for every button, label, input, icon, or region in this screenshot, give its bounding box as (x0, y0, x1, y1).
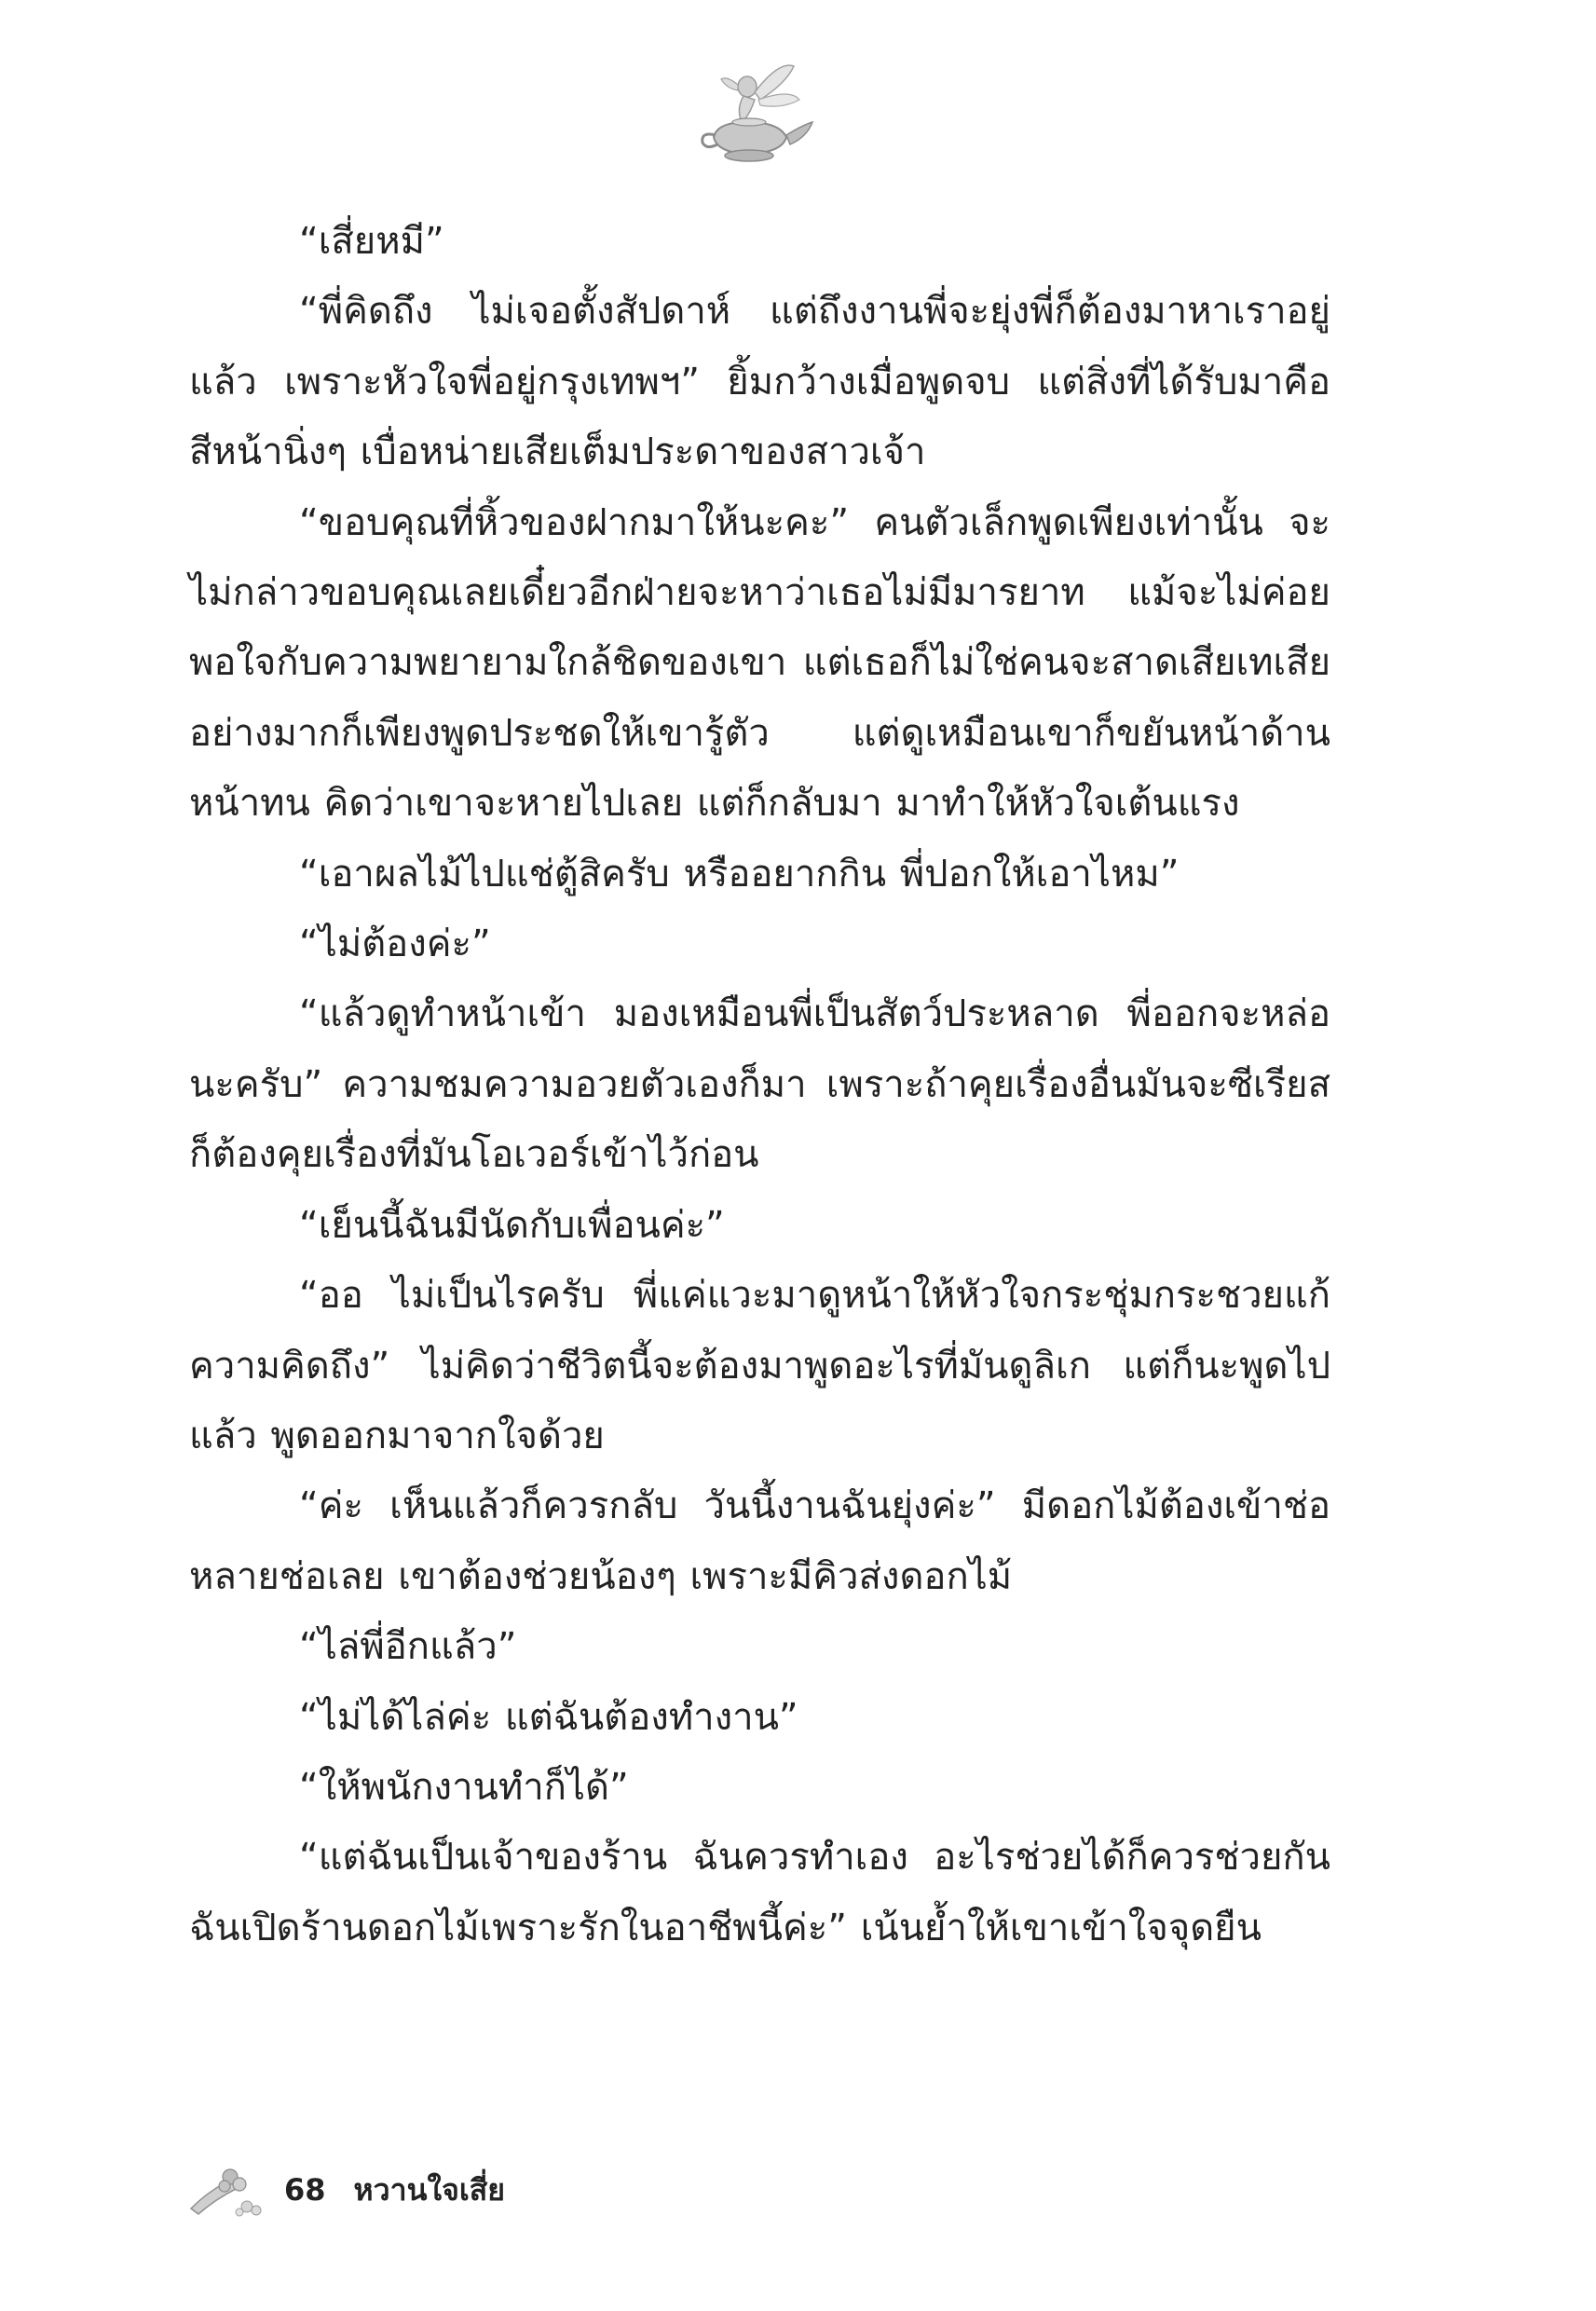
paragraph: “ไล่พี่อีกแล้ว” (299, 1625, 517, 1669)
paragraph: “แต่ฉันเป็นเจ้าของร้าน ฉันควรทำเอง อะไรช่วยได้ก็ควรช่วยกัน ฉันเปิดร้านดอกไม้เพราะรักในอาชีพนี้ค่ะ” เน้นย้ำให้เขาเข้าใจจุดยืน (189, 1836, 1330, 1949)
book-title: หวานใจเสี่ย (353, 2171, 506, 2208)
teapot-fairy-ornament (689, 51, 829, 172)
paragraph: “ออ ไม่เป็นไรครับ พี่แค่แวะมาดูหน้าให้หัวใจกระชุ่มกระชวยแก้ความคิดถึง” ไม่คิดว่าชีวิตนี้จะต้องมาพูดอะไรที่มันดูลิเก แต่ก็นะพูดไปแล้ว พูดออกมาจากใจด้วย (189, 1274, 1330, 1457)
paragraph: “แล้วดูทำหน้าเข้า มองเหมือนพี่เป็นสัตว์ประหลาด พี่ออกจะหล่อนะครับ” ความชมความอวยตัวเองก็มา เพราะถ้าคุยเรื่องอื่นมันจะซีเรียสก็ต้องคุยเรื่องที่มันโอเวอร์เข้าไว้ก่อน (189, 992, 1330, 1177)
page-number: 68 (284, 2172, 326, 2208)
paragraph: “ไม่ต้องค่ะ” (299, 923, 491, 966)
paragraph: “ไม่ได้ไล่ค่ะ แต่ฉันต้องทำงาน” (299, 1695, 798, 1739)
paragraph: “ค่ะ เห็นแล้วก็ควรกลับ วันนี้งานฉันยุ่งค่ะ” มีดอกไม้ต้องเข้าช่อหลายช่อเลย เขาต้องช่วยน้องๆ เพราะมีคิวส่งดอกไม้ (189, 1484, 1330, 1598)
paragraph: “ให้พนักงานทำก็ได้” (299, 1765, 629, 1809)
paragraph: “เอาผลไม้ไปแช่ตู้สิครับ หรืออยากกิน พี่ปอกให้เอาไหม” (299, 852, 1180, 896)
paragraph: “พี่คิดถึง ไม่เจอตั้งสัปดาห์ แต่ถึงงานพี่จะยุ่งพี่ก็ต้องมาหาเราอยู่แล้ว เพราะหัวใจพี่อยู่กรุงเทพฯ” ยิ้มกว้างเมื่อพูดจบ แต่สิ่งที่ได้รับมาคือสีหน้านิ่งๆ เบื่อหน่ายเสียเต็มประดาของสาวเจ้า (189, 290, 1330, 474)
flower-bouquet-icon (182, 2162, 266, 2218)
page-footer (182, 2157, 505, 2222)
paragraph: “เย็นนี้ฉันมีนัดกับเพื่อนค่ะ” (299, 1203, 725, 1247)
body-text (189, 207, 1330, 1963)
paragraph: “ขอบคุณที่หิ้วของฝากมาให้นะคะ” คนตัวเล็กพูดเพียงเท่านั้น จะไม่กล่าวขอบคุณเลยเดี๋ยวอีกฝ่ายจะหาว่าเธอไม่มีมารยาท แม้จะไม่ค่อยพอใจกับความพยายามใกล้ชิดของเขา แต่เธอก็ไม่ใช่คนจะสาดเสียเทเสีย อย่างมากก็เพียงพูดประชดให้เขารู้ตัว แต่ดูเหมือนเขาก็ขยันหน้าด้านหน้าทน คิดว่าเขาจะหายไปเลย แต่ก็กลับมา มาทำให้หัวใจเต้นแรง (189, 500, 1330, 826)
paragraph: “เสี่ยหมี” (299, 220, 444, 263)
